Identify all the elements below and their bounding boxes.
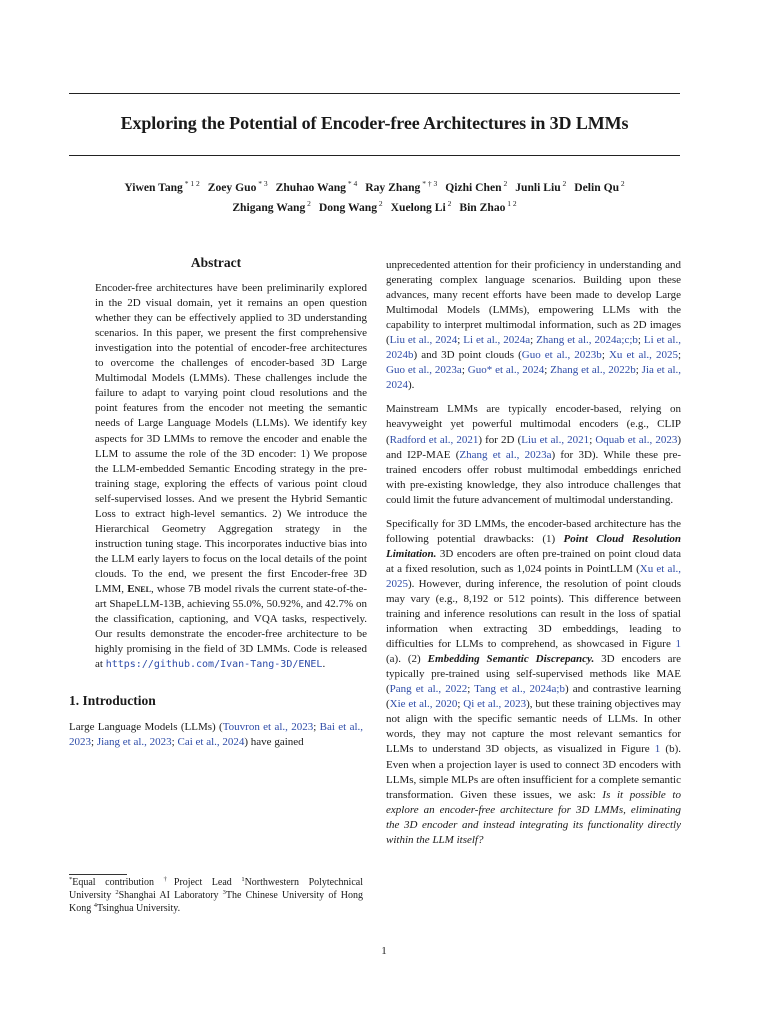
paragraph-text: (a). (2): [386, 653, 428, 666]
paragraph-text: ;: [635, 364, 642, 377]
citation-link[interactable]: Pang et al., 2022: [389, 683, 468, 696]
author-affiliation-mark: 2: [560, 179, 567, 188]
affiliations-footnote: [69, 876, 363, 915]
paper-title: Exploring the Potential of Encoder-free Architectures in 3D LMMs: [120, 113, 629, 133]
footnote-text: Shanghai AI Laboratory: [118, 890, 223, 901]
citation-separator: ;: [171, 736, 178, 749]
citation-link[interactable]: Qi et al., 2023: [463, 698, 527, 711]
code-link[interactable]: https://github.com/Ivan-Tang-3D/ENEL: [105, 659, 323, 671]
citation-link[interactable]: Xu et al., 2025: [608, 349, 678, 362]
abstract-body: [95, 281, 367, 672]
paragraph-text: ) and 3D point clouds (: [413, 349, 522, 362]
paragraph-text: ;: [457, 698, 464, 711]
top-rule: [69, 93, 680, 94]
author: [319, 201, 383, 214]
research-question: Is it possible to explore an encoder-free architecture for 3D LMMs, eliminating the 3D encoder and instead integrating its functionality directly within the LLM itself?: [386, 788, 681, 846]
author: [459, 201, 516, 214]
abstract-text-c: .: [322, 658, 326, 671]
paragraph-text: ;: [589, 433, 596, 446]
mainstream-lmms-paragraph: [386, 402, 681, 507]
footnote-text: The Chinese University of Hong Kong: [69, 890, 364, 914]
author: [124, 181, 199, 194]
author-list-line-1: [69, 181, 680, 194]
footnote-mark: 1: [241, 876, 245, 883]
author-affiliation-mark: 2: [305, 199, 311, 208]
citation-link[interactable]: Tang et al., 2024a;b: [474, 683, 565, 696]
abstract-paragraph: [95, 281, 367, 672]
citation-link[interactable]: Li et al., 2024b: [386, 334, 681, 362]
paragraph-text: ;: [601, 349, 609, 362]
author-name: Zhuhao Wang: [275, 181, 346, 194]
footnote-text: Tsinghua University.: [96, 903, 181, 914]
introduction-heading: 1. Introduction: [69, 693, 156, 709]
paragraph-text: ) for 3D). While these pre-trained encoders offer robust multimodal embeddings enriched with pre-existing knowledge, they also introduce challenges that could limit the future advancement of multimodal understanding.: [386, 448, 681, 506]
page-number: 1: [381, 945, 387, 957]
citation-link[interactable]: Jiang et al., 2023: [96, 736, 172, 749]
author-affiliation-mark: 1 2: [505, 199, 517, 208]
emphasis-heading: Embedding Semantic Discrepancy.: [427, 653, 595, 666]
paragraph-text: ;: [637, 334, 644, 347]
author: [574, 181, 624, 194]
paragraph-text: 3D encoders are typically pre-trained using self-supervised methods like MAE (: [386, 653, 681, 696]
citation-link[interactable]: Zhang et al., 2022b: [550, 364, 636, 377]
paragraph-text: ), but these training objectives may not align with the specific semantic needs of LLMs. In other words, they may not capture the most relevant semantics for LLMs to understand 3D objects, as visualized in Figure: [386, 698, 681, 756]
author-name: Dong Wang: [318, 201, 377, 214]
author-affiliation-mark: 2: [501, 179, 508, 188]
paragraph-text: 3D encoders are often pre-trained on point cloud data at a fixed resolution, such as 1,024 points in PointLLM (: [386, 547, 681, 575]
citation-separator: ;: [91, 736, 97, 749]
footnote-rule: [69, 874, 127, 875]
footnote-text: Equal contribution: [72, 877, 164, 888]
author: [445, 181, 507, 194]
paragraph-text: unprecedented attention for their proficiency in understanding and generating complex language scenarios. Building upon these advances, many recent efforts have been made to develop Large Multimodal Models (LMMs), empowering LLMs with the capability to interpret multimodal information, such as 2D images (: [386, 259, 681, 347]
footnote-text: Project Lead: [173, 877, 242, 888]
author-name: Bin Zhao: [459, 201, 506, 214]
drawbacks-paragraph: [386, 517, 681, 848]
citation-link[interactable]: 1: [654, 743, 661, 756]
author: [515, 181, 566, 194]
author-affiliation-mark: 2: [445, 199, 452, 208]
paragraph-text: ;: [461, 364, 468, 377]
emphasis-heading: Point Cloud Resolution Limitation.: [386, 532, 681, 560]
citation-link[interactable]: Bai et al., 2023: [69, 721, 364, 749]
model-name: Enel: [127, 582, 151, 595]
citation-link[interactable]: Zhang et al., 2023a: [459, 448, 552, 461]
abstract-text-a: Encoder-free architectures have been preliminarily explored in the 2D visual domain, yet it remains an open question whether they can be effectively applied to 3D understanding scenarios. In this paper, we present the first comprehensive investigation into the potential of encoder-free architectures to overcome the challenges of encoder-based 3D Large Multimodal Models (LMMs). These challenges include the failure to adapt to varying point cloud resolutions and the point features from the encoder not meeting the semantic needs of Large Language Models (LLMs). We identify key aspects for 3D LMMs to remove the encoder and enable the LLM to assume the role of the 3D encoder: 1) We propose the LLM-embedded Semantic Encoding strategy in the pre-training stage, exploring the effects of various point cloud self-supervised losses. And we present the Hybrid Semantic Loss to extract high-level semantics. 2) We introduce the Hierarchical Geometry Aggregation strategy in the instruction tuning stage. This incorporates inductive bias into the LLM early layers to focus on the local details of the point clouds. To the end, we present the first Encoder-free 3D LMM,: [95, 282, 367, 595]
author: [391, 201, 452, 214]
author: [208, 181, 268, 194]
paragraph-text: ;: [544, 364, 551, 377]
author-list-line-2: [69, 201, 680, 214]
author-name: Zoey Guo: [207, 181, 257, 194]
citation-link[interactable]: Guo* et al., 2024: [467, 364, 545, 377]
paragraph-text: ;: [677, 349, 682, 362]
citation-link[interactable]: Guo et al., 2023b: [521, 349, 602, 362]
footnote-mark: *: [69, 876, 73, 883]
author: [365, 181, 437, 194]
footnote-mark: 2: [115, 889, 119, 896]
citation-link[interactable]: Zhang et al., 2024a;c;b: [536, 334, 638, 347]
intro-paragraph: [69, 720, 363, 750]
footnote-text: Northwestern Polytechnical University: [69, 877, 363, 901]
abstract-text-b: , whose 7B model rivals the current state-of-the-art ShapeLLM-13B, achieving 55.0%, 50.92%, and 42.7% on the classification, captioning, and VQA tasks, respectively. Our results demonstrate the encoder-free architecture to be highly promising in the field of 3D LMMs. Code is released at: [95, 582, 367, 671]
citation-link[interactable]: 1: [675, 638, 681, 651]
intro-paragraph-continued: [386, 258, 681, 393]
paragraph-text: ) and I2P-MAE (: [386, 433, 681, 461]
footnote-mark: 3: [222, 889, 226, 896]
paragraph-text: ). However, during inference, the resolution of point clouds may vary (e.g., 8,192 or 512 points). This difference between training and inference resolutions can result in the loss of spatial information when extracting 3D embeddings, leading to difficulties for LLMs to comprehend, as showcased in Figure: [386, 577, 681, 651]
citation-link[interactable]: Guo et al., 2023a: [386, 364, 462, 377]
citation-link[interactable]: Cai et al., 2024: [177, 736, 245, 749]
paragraph-text: ;: [467, 683, 475, 696]
author-affiliation-mark: * 4: [345, 179, 358, 188]
paragraph-text: ;: [530, 334, 537, 347]
author-affiliation-mark: * † 3: [420, 179, 438, 188]
citation-link[interactable]: Jia et al., 2024: [386, 364, 682, 392]
paragraph-text: ) for 2D (: [478, 433, 522, 446]
citation-link[interactable]: Liu et al., 2024: [389, 334, 458, 347]
paragraph-text: ).: [408, 379, 415, 392]
author-name: Xuelong Li: [390, 201, 446, 214]
author-name: Delin Qu: [574, 181, 620, 194]
paragraph-text: Mainstream LMMs are typically encoder-based, relying on heavyweight yet powerful multimodal encoders (e.g., CLIP (: [386, 403, 681, 446]
paragraph-text: ;: [457, 334, 464, 347]
intro-text: Large Language Models (LLMs) (: [69, 721, 223, 734]
author-affiliation-mark: 2: [377, 199, 383, 208]
citation-link[interactable]: Xu et al., 2025: [386, 562, 681, 590]
author-name: Junli Liu: [515, 181, 561, 194]
author-name: Yiwen Tang: [124, 181, 183, 194]
citation-link[interactable]: Liu et al., 2021: [521, 433, 590, 446]
footnote-mark: †: [163, 876, 174, 883]
title-bottom-rule: [69, 155, 680, 156]
author-affiliation-mark: 2: [619, 179, 625, 188]
right-column: [386, 258, 681, 857]
intro-text: ) have gained: [244, 736, 304, 749]
footnote-mark: 4: [93, 902, 97, 909]
author: [276, 181, 358, 194]
abstract-heading: Abstract: [190, 255, 242, 270]
author: [232, 201, 311, 214]
author-name: Zhigang Wang: [232, 201, 306, 214]
paragraph-text: Specifically for 3D LMMs, the encoder-based architecture has the following potential drawbacks: (1): [386, 517, 681, 545]
citation-link[interactable]: Touvron et al., 2023: [222, 721, 314, 734]
citation-link[interactable]: Li et al., 2024a: [463, 334, 531, 347]
citation-link[interactable]: Oquab et al., 2023: [595, 433, 678, 446]
author-name: Qizhi Chen: [445, 181, 502, 194]
author-affiliation-mark: * 3: [256, 179, 268, 188]
citation-link[interactable]: Radford et al., 2021: [389, 433, 479, 446]
paragraph-text: ) and contrastive learning (: [386, 683, 681, 711]
author-affiliation-mark: * 1 2: [182, 179, 200, 188]
citation-link[interactable]: Xie et al., 2020: [389, 698, 458, 711]
left-column: [69, 255, 367, 750]
paragraph-text: (b). Even when a projection layer is used to connect 3D encoders with LLMs, simple MLPs are often insufficient for a complete semantic transformation. Given these issues, we ask:: [386, 743, 681, 801]
citation-separator: ;: [313, 721, 320, 734]
author-name: Ray Zhang: [365, 181, 421, 194]
